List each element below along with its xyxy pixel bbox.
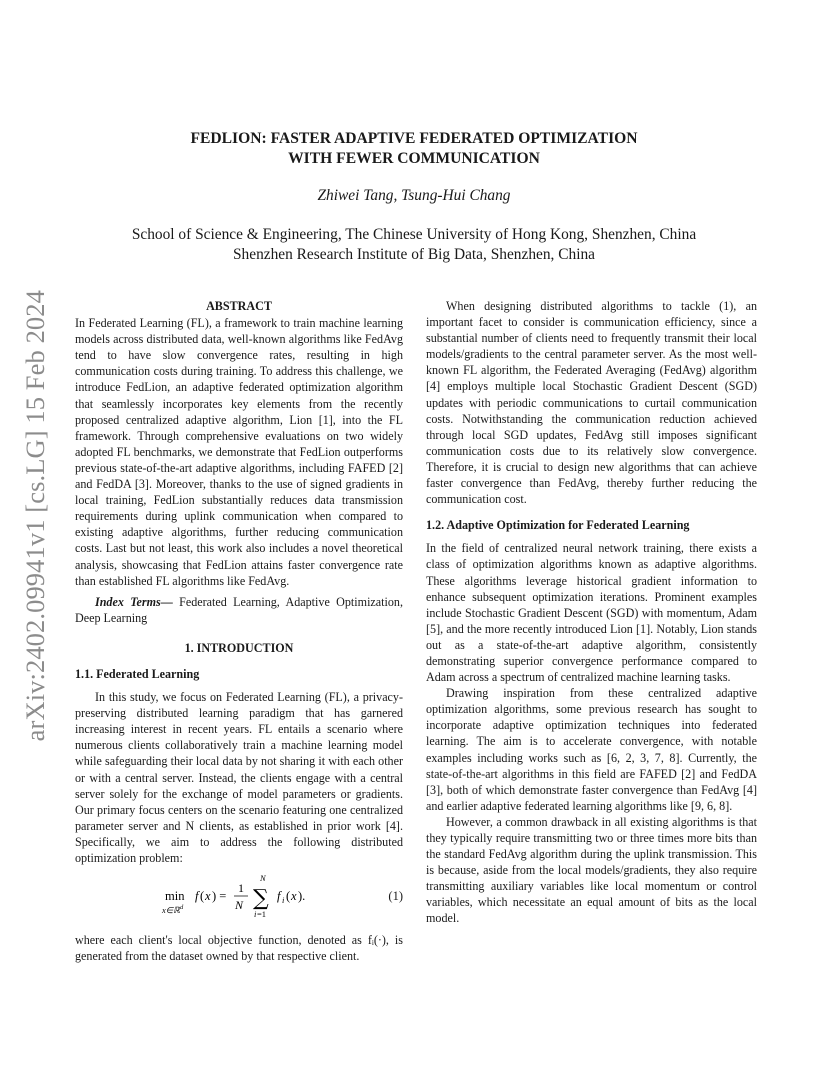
equation-1 — [75, 870, 403, 926]
intro-paragraph-1: In this study, we focus on Federated Learning (FL), a privacy-preserving distributed learning paradigm that has garnered increasing interest in recent years. FL entails a scenario where numerous clients collaboratively train a machine learning model while safeguarding their local data by not sharing it with each other or with a central server. Instead, the clients engage with a central server solely for the exchange of model parameters or gradients. Our primary focus centers on the scenario featuring one centralized parameter server and N clients, as established in prior work [4]. Specifically, we aim to address the following distributed optimization problem: — [75, 690, 403, 865]
right-paragraph-4: However, a common drawback in all existing algorithms is that they typically require transmitting two or three times more bits than the standard FedAvg algorithm during the uplink transmission. This is because, aside from the local models/gradients, they also require transmitting auxiliary variables like local momentum or control variables, which necessitate an equal amount of bits as the local model. — [426, 814, 757, 926]
svg-text:N: N — [260, 873, 266, 884]
svg-text:x: x — [291, 889, 297, 904]
svg-text:d: d — [180, 904, 184, 912]
section-heading-introduction: 1. INTRODUCTION — [184, 640, 294, 655]
svg-text:x∈ℝ: x∈ℝ — [162, 905, 180, 916]
equation-1-formula — [162, 873, 365, 930]
svg-text:x: x — [205, 889, 211, 904]
paper-title — [0, 129, 828, 169]
subsection-heading-federated-learning: 1.1. Federated Learning — [75, 666, 200, 681]
index-terms-label: Index Terms— — [95, 594, 173, 609]
affiliation-1: School of Science & Engineering, The Chinese University of Hong Kong, Shenzhen, China — [131, 226, 697, 243]
affiliation-2: Shenzhen Research Institute of Big Data, Shenzhen, China — [232, 246, 595, 263]
svg-text:f: f — [277, 889, 281, 904]
svg-text:=1: =1 — [257, 909, 267, 920]
svg-text:∑: ∑ — [253, 886, 269, 912]
svg-text:1: 1 — [238, 881, 244, 896]
svg-text:i: i — [282, 895, 285, 906]
svg-text:(: ( — [200, 889, 205, 904]
svg-text:) =: ) = — [212, 889, 227, 904]
title-line-1: FEDLION: FASTER ADAPTIVE FEDERATED OPTIMIZATION — [190, 130, 638, 147]
svg-text:f: f — [195, 889, 199, 904]
right-paragraph-1: When designing distributed algorithms to tackle (1), an important facet to consider is communication efficiency, since a substantial number of clients need to frequently transmit their local models/gradients to the central parameter server. As the most well-known FL algorithm, the Federated Averaging (FedAvg) algorithm [4] employs multiple local Stochastic Gradient Descent (SGD) updates with periodic communications to curtail communication costs. Notwithstanding the communication reduction achieved through local SGD updates, FedAvg still imposes significant communication costs due to its relatively slow convergence. Therefore, it is crucial to design new algorithms that can achieve faster convergence than FedAvg, thereby further reducing the communication cost. — [426, 299, 757, 507]
right-column — [426, 298, 757, 927]
affiliations — [0, 225, 828, 265]
abstract-text: In Federated Learning (FL), a framework to train machine learning models across distributed data, well-known algorithms like FedAvg tend to have slow convergence rates, resulting in high communication costs during training. To address this challenge, we introduce FedLion, an adaptive federated optimization algorithm that seamlessly incorporates key elements from the recently proposed centralized adaptive algorithm, Lion [1], into the FL framework. Through comprehensive evaluations on two widely adopted FL benchmarks, we demonstrate that FedLion outperforms previous state-of-the-art adaptive algorithms, including FAFED [2] and FedDA [3]. Moreover, thanks to the use of signed gradients in local training, FedLion substantially reduces data transmission requirements during uplink communication when compared to existing adaptive algorithms, further reducing communication costs. Last but not least, this work also includes a novel theoretical analysis, showcasing that FedLion attains faster convergence rate than established FL algorithms like FedAvg. — [75, 316, 403, 588]
svg-text:(: ( — [286, 889, 291, 904]
subsection-heading-adaptive-optimization: 1.2. Adaptive Optimization for Federated Learning — [426, 518, 690, 533]
svg-text:).: ). — [298, 889, 306, 904]
right-paragraph-2: In the field of centralized neural network training, there exists a class of optimization algorithms known as adaptive algorithms. These algorithms leverage historical gradient information to enhance subsequent optimization iterations. Prominent examples include Stochastic Gradient Descent (SGD) with momentum, Adam [5], and the more recently introduced Lion [1]. Notably, Lion stands out as a state-of-the-art adaptive algorithm, consistently demonstrating superior convergence performance compared to Adam across a spectrum of centralized machine learning tasks. — [426, 541, 757, 685]
title-line-2: WITH FEWER COMMUNICATION — [288, 150, 540, 167]
abstract-heading: ABSTRACT — [206, 299, 272, 313]
svg-text:min: min — [165, 889, 185, 904]
svg-text:i: i — [254, 909, 257, 920]
arxiv-identifier: arXiv:2402.09941v1 [cs.LG] 15 Feb 2024 — [20, 290, 50, 742]
left-column — [75, 298, 403, 964]
authors: Zhiwei Tang, Tsung-Hui Chang — [317, 187, 511, 204]
equation-1-number: (1) — [388, 889, 403, 904]
index-terms-text: Federated Learning, Adaptive Optimization, Deep Learning — [75, 594, 403, 625]
index-terms — [75, 594, 403, 626]
intro-paragraph-2: where each client's local objective function, denoted as fᵢ(·), is generated from the dataset owned by that respective client. — [75, 933, 403, 964]
right-paragraph-3: Drawing inspiration from these centralized adaptive optimization algorithms, some previous research has sought to incorporate adaptive optimization techniques into federated learning. The aim is to accelerate convergence, with notable examples including works such as [6, 2, 3, 7, 8]. Currently, the state-of-the-art algorithms in this field are FAFED [2] and FedDA [3], both of which demonstrate faster convergence than FedAvg [4] and earlier adaptive federated learning algorithms like [9, 6, 8]. — [426, 686, 757, 813]
svg-text:N: N — [235, 898, 244, 913]
